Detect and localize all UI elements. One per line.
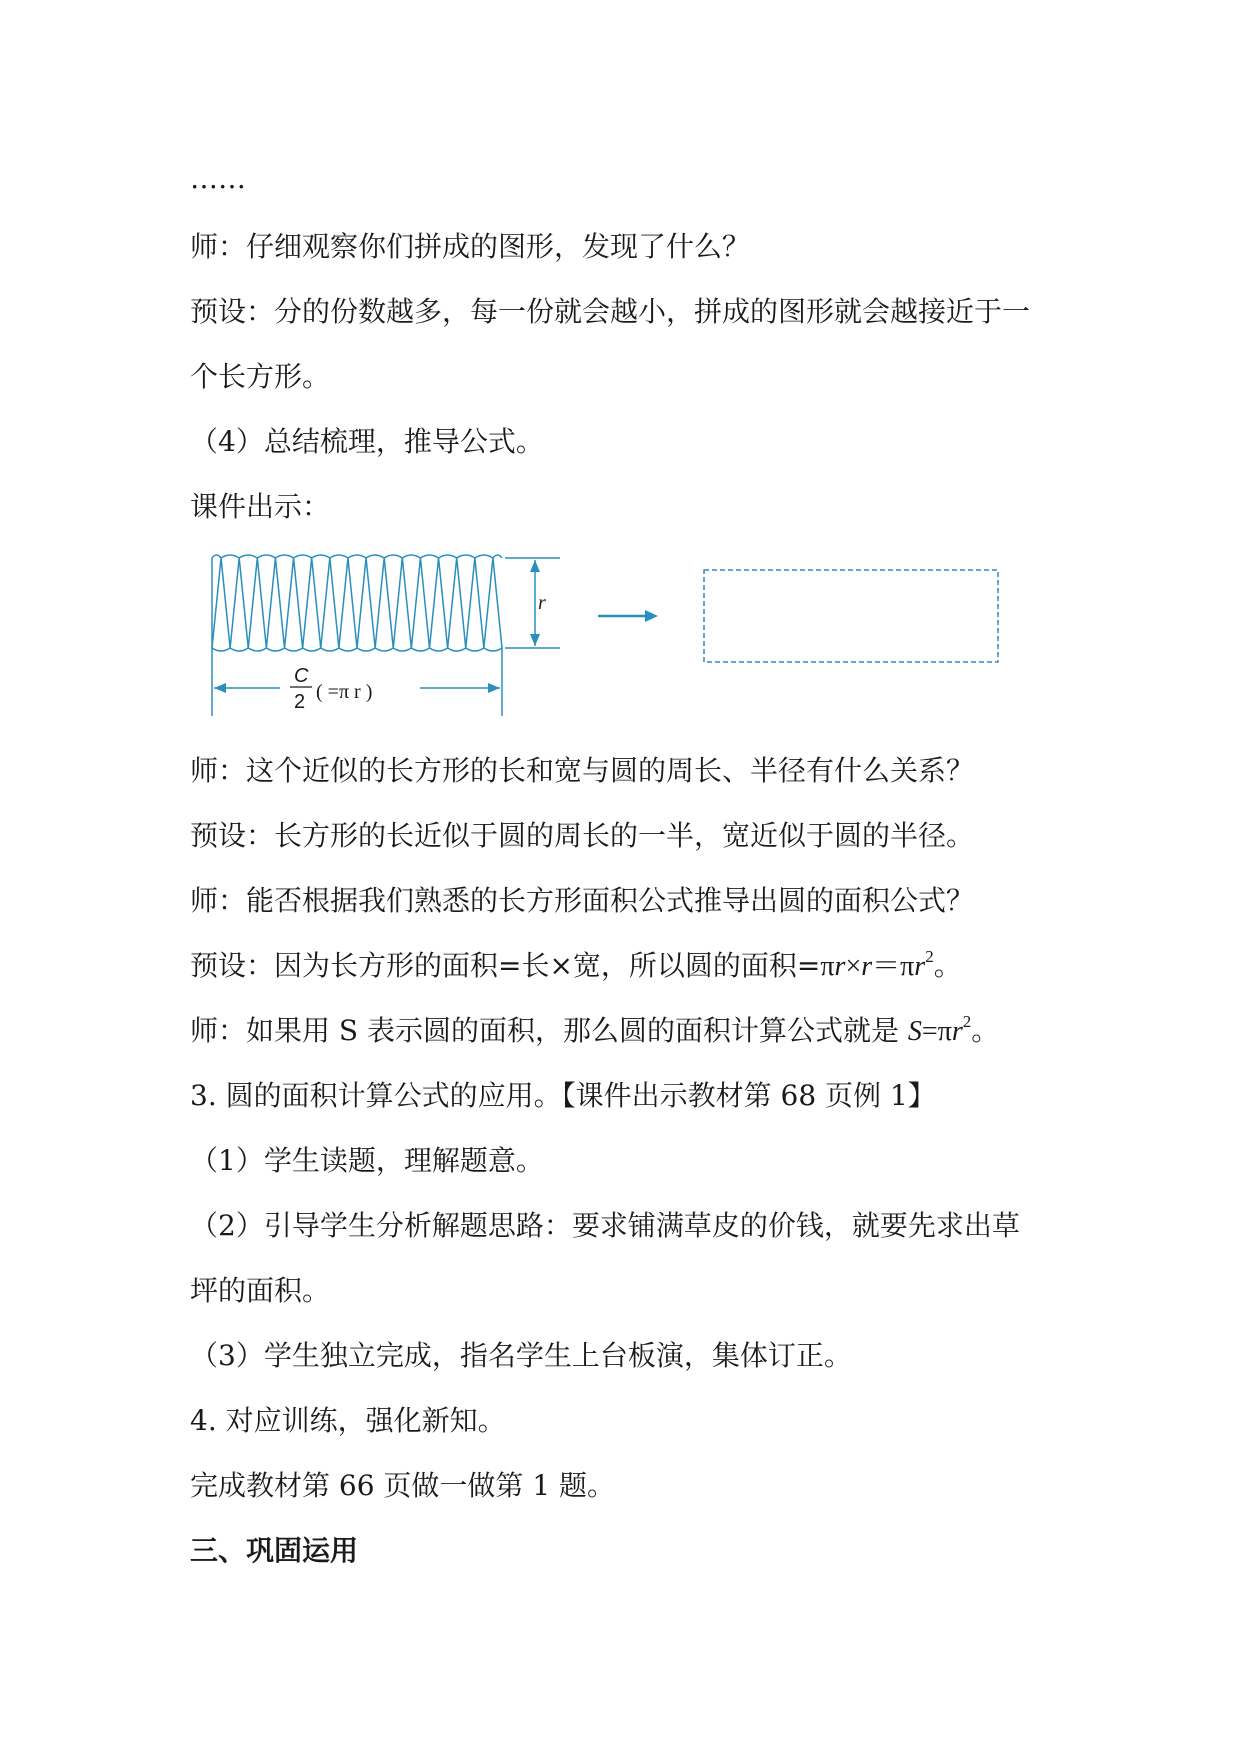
circle-to-rectangle-figure	[200, 548, 1020, 728]
text-line-formula: 预设：因为长方形的面积=长×宽，所以圆的面积$=\pi r\times r=\pi r^2$。	[190, 947, 962, 982]
text-line: 个长方形。	[190, 360, 331, 393]
text-line: 4. 对应训练，强化新知。	[190, 1404, 506, 1437]
area-formula: $S=\pi r^2$	[907, 1012, 972, 1047]
text-line: （3）学生独立完成，指名学生上台板演，集体订正。	[190, 1339, 852, 1372]
ellipsis: ……	[190, 162, 246, 195]
approximate-rectangle-shape	[212, 555, 502, 651]
text-line-formula: 师：如果用 S 表示圆的面积，那么圆的面积计算公式就是 $S=\pi r^2$。	[190, 1012, 1000, 1047]
length-label-numerator: C	[294, 665, 309, 687]
text-line: 师：能否根据我们熟悉的长方形面积公式推导出圆的面积公式？	[190, 884, 975, 917]
text-line: 预设：长方形的长近似于圆的周长的一半，宽近似于圆的半径。	[190, 819, 975, 852]
area-formula-derivation: $\pi r\times r=\pi r^2$	[820, 947, 934, 982]
section-heading: 三、巩固运用	[190, 1534, 359, 1567]
text-line: 预设：分的份数越多，每一份就会越小，拼成的图形就会越接近于一	[190, 295, 1031, 328]
length-label-formula: ( =π r )	[316, 681, 373, 703]
text-line: （2）引导学生分析解题思路：要求铺满草皮的价钱，就要先求出草	[190, 1209, 1020, 1242]
target-rectangle	[704, 570, 998, 662]
height-label: r	[538, 592, 546, 614]
text-line: 3. 圆的面积计算公式的应用。【课件出示教材第 68 页例 1】	[190, 1079, 936, 1112]
text-line: （4）总结梳理，推导公式。	[190, 425, 544, 458]
length-label-denominator: 2	[294, 691, 306, 713]
text-line: 坪的面积。	[190, 1274, 331, 1307]
transform-arrow	[598, 610, 658, 622]
height-dimension	[505, 558, 560, 648]
text-line: （1）学生读题，理解题意。	[190, 1144, 544, 1177]
text-line: 完成教材第 66 页做一做第 1 题。	[190, 1469, 616, 1502]
text-line: 课件出示：	[190, 490, 331, 523]
text-line: 师：这个近似的长方形的长和宽与圆的周长、半径有什么关系？	[190, 754, 975, 787]
text-line: 师：仔细观察你们拼成的图形，发现了什么？	[190, 230, 751, 263]
